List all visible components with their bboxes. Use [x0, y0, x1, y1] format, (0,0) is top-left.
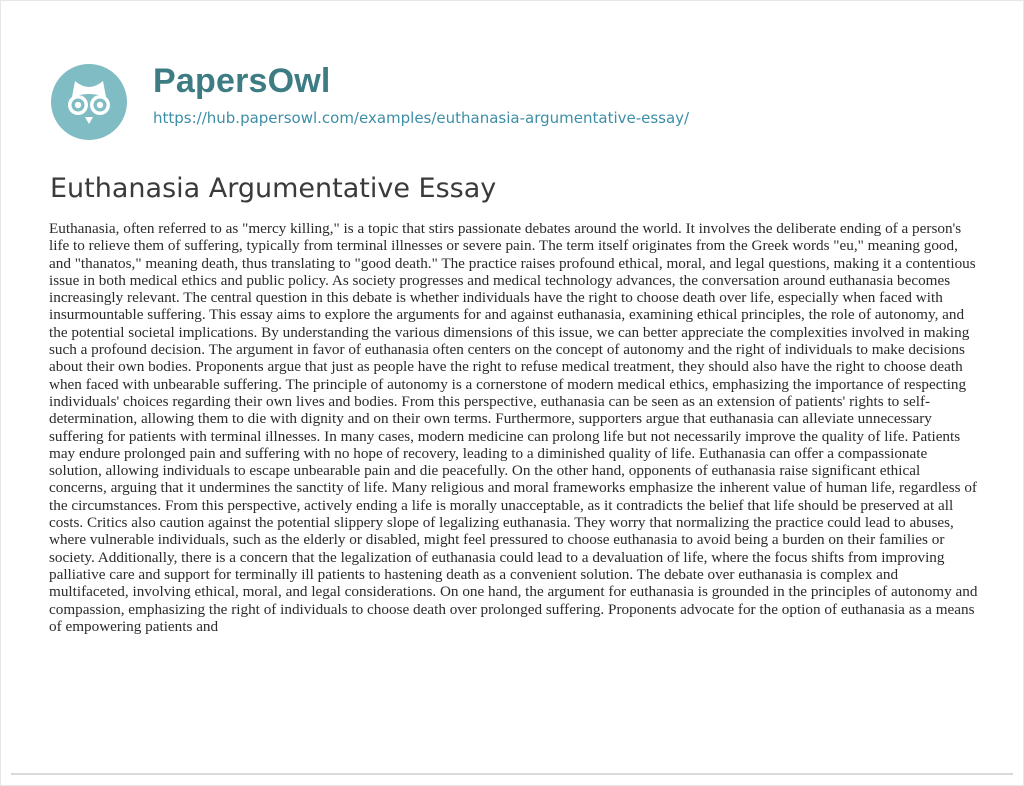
source-url-link[interactable]: https://hub.papersowl.com/examples/euthanasia-argumentative-essay/	[153, 109, 690, 127]
essay-title: Euthanasia Argumentative Essay	[50, 173, 497, 204]
brand-name: PapersOwl	[153, 62, 331, 100]
essay-body: Euthanasia, often referred to as "mercy killing," is a topic that stirs passionate debates around the world. It involves the deliberate ending of a person's life to relieve them of suffering, typically from terminal illnesses or severe pain. The term itself originates from the Greek words "eu," meaning good, and "thanatos," meaning death, thus translating to "good death." The practice raises profound ethical, moral, and legal questions, making it a contentious issue in both medical ethics and public policy. As society progresses and medical technology advances, the conversation around euthanasia becomes increasingly relevant. The central question in this debate is whether individuals have the right to choose death over life, especially when faced with insurmountable suffering. This essay aims to explore the arguments for and against euthanasia, examining ethical principles, the role of autonomy, and the potential societal implications. By understanding the various dimensions of this issue, we can better appreciate the complexities involved in making such a profound decision. The argument in favor of euthanasia often centers on the concept of autonomy and the right of individuals to make decisions about their own bodies. Proponents argue that just as people have the right to refuse medical treatment, they should also have the right to choose death when faced with unbearable suffering. The principle of autonomy is a cornerstone of modern medical ethics, emphasizing the importance of respecting individuals' choices regarding their own lives and bodies. From this perspective, euthanasia can be seen as an extension of patients' rights to self-determination, allowing them to die with dignity and on their own terms. Furthermore, supporters argue that euthanasia can alleviate unnecessary suffering for patients with terminal illnesses. In many cases, modern medicine can prolong life but not necessarily improve the quality of life. Patients may endure prolonged pain and suffering with no hope of recovery, leading to a diminished quality of life. Euthanasia can offer a compassionate solution, allowing individuals to escape unbearable pain and die peacefully. On the other hand, opponents of euthanasia raise significant ethical concerns, arguing that it undermines the sanctity of life. Many religious and moral frameworks emphasize the inherent value of human life, regardless of the circumstances. From this perspective, actively ending a life is morally unacceptable, as it contradicts the belief that life should be preserved at all costs. Critics also caution against the potential slippery slope of legalizing euthanasia. They worry that normalizing the practice could lead to abuses, where vulnerable individuals, such as the elderly or disabled, might feel pressured to choose euthanasia to avoid being a burden on their families or society. Additionally, there is a concern that the legalization of euthanasia could lead to a devaluation of life, where the focus shifts from improving palliative care and support for terminally ill patients to hastening death as a convenient solution. The debate over euthanasia is complex and multifaceted, involving ethical, moral, and legal considerations. On one hand, the argument for euthanasia is grounded in the principles of autonomy and compassion, emphasizing the right of individuals to choose death over prolonged suffering. Proponents advocate for the option of euthanasia as a means of empowering patients and	[49, 220, 978, 635]
owl-logo-icon	[50, 63, 128, 141]
bottom-divider	[11, 773, 1013, 775]
